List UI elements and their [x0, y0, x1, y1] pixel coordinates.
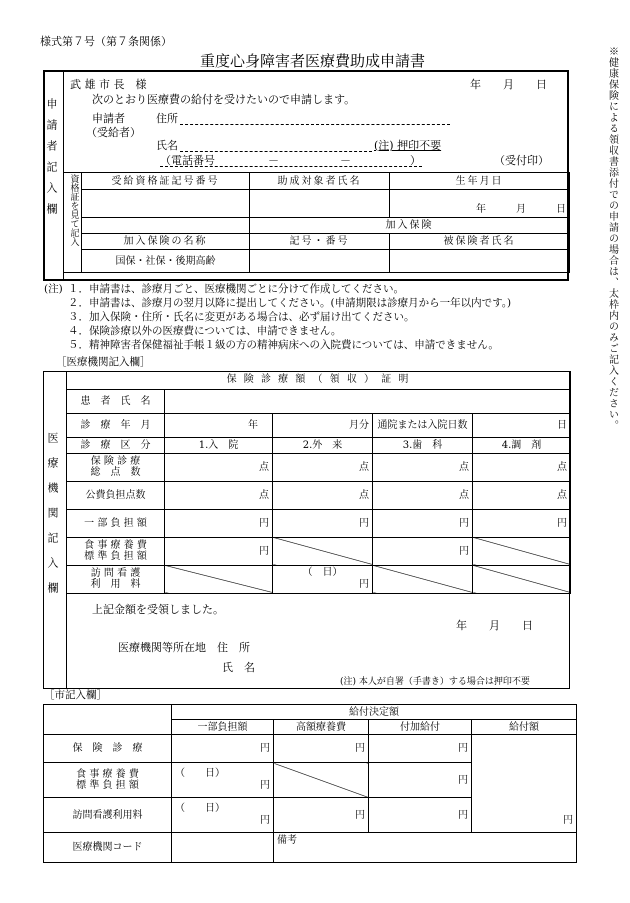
days-cell[interactable]: 日 [473, 413, 571, 437]
applicant-table [63, 172, 570, 273]
points-cell[interactable]: 点 [273, 453, 373, 481]
institution-code-cell[interactable] [172, 833, 274, 863]
phone-dash-2: － [340, 154, 351, 167]
meal-cost-label: 食 事 療 養 費 標 準 負 担 額 [67, 537, 165, 565]
city-cell[interactable]: 円 [369, 798, 472, 833]
ins-number-header: 記号・番号 [250, 234, 390, 250]
applicant-section-label: 申請者記入欄 [45, 98, 58, 224]
copay-label: 一 部 負 担 額 [67, 509, 165, 537]
address-label: 住所 [156, 112, 178, 125]
public-points-cell[interactable]: 点 [273, 481, 373, 509]
crossed-cell [274, 763, 369, 798]
phone-field[interactable] [160, 166, 422, 167]
treatment-month-label: 診 療 年 月 [67, 413, 165, 437]
form-number: 様式第７号（第７条関係） [40, 35, 172, 48]
category-label: 診 療 区 分 [67, 437, 165, 453]
points-cell[interactable]: 点 [373, 453, 473, 481]
med-cert-title: 保 険 診 療 額 （ 領 収 ） 証 明 [67, 371, 571, 389]
row-meal: 食 事 療 養 費 標 準 負 担 額 [44, 763, 172, 798]
received-text: 上記金額を受領しました。 [92, 603, 224, 616]
phone-close: ） [410, 154, 421, 167]
yen-unit: 円 [260, 815, 270, 826]
note-item: ３．加入保険・住所・氏名に変更がある場合は、必ず届け出てください。 [68, 311, 415, 323]
row-institution-code: 医療機関コード [44, 833, 172, 863]
intro-text: 次のとおり医療費の給付を受けたいので申請します。 [92, 93, 356, 106]
points-cell[interactable]: 点 [165, 453, 273, 481]
city-section-bracket: ［市記入欄］ [44, 689, 107, 701]
home-nursing-label: 訪 問 看 護 利 用 料 [67, 565, 165, 593]
points-cell[interactable]: 点 [473, 453, 571, 481]
applicant-label: 申請者 [92, 112, 125, 125]
cert-no-header: 受給資格証記号番号 [82, 173, 250, 190]
crossed-cell [373, 565, 473, 593]
remarks-cell[interactable]: 備考 [274, 833, 577, 863]
subject-name-cell[interactable] [250, 190, 390, 218]
days-paren: （ 日） [175, 803, 225, 814]
ins-name-header: 加入保険の名称 [82, 234, 250, 250]
city-cell[interactable]: 円 [172, 735, 274, 763]
form-title: 重度心身障害者医療費助成申請書 [200, 52, 426, 70]
insurance-header: 加入保険 [250, 218, 570, 234]
application-date[interactable]: 年 月 日 [470, 78, 547, 91]
col-payment: 給付額 [472, 720, 577, 735]
ins-person-cell[interactable] [390, 250, 570, 273]
med-seal-note: (注) 本人が自署（手書き）する場合は押印不要 [340, 677, 530, 687]
ins-type-options[interactable]: 国保・社保・後期高齢 [82, 250, 250, 273]
med-table [66, 371, 571, 594]
med-date[interactable]: 年 月 日 [456, 619, 533, 632]
phone-label: （電話番号 [160, 154, 215, 167]
birth-date-cell[interactable]: 年 月 日 [390, 190, 570, 218]
copay-cell[interactable]: 円 [473, 509, 571, 537]
category-dental: 3.歯 科 [373, 437, 473, 453]
public-points-cell[interactable]: 点 [373, 481, 473, 509]
row-insurance: 保 険 診 療 [44, 735, 172, 763]
note-item: ５．精神障害者保健福祉手帳１級の方の精神病床への入院費については、申請できません。 [68, 339, 499, 351]
birth-header: 生年月日 [390, 173, 570, 190]
institution-name-label: 氏 名 [222, 661, 255, 674]
payment-total-cell[interactable]: 円 [472, 735, 577, 833]
days-label: 通院または入院日数 [373, 413, 473, 437]
city-cell[interactable]: 円 [274, 798, 369, 833]
cert-side-label: 資格証を見て記入 [64, 173, 82, 273]
med-section-bracket: ［医療機関記入欄］ [56, 356, 151, 368]
crossed-cell [165, 565, 273, 593]
col-copay: 一部負担額 [172, 720, 274, 735]
city-cell[interactable]: 円 [369, 735, 472, 763]
patient-name-cell[interactable] [165, 389, 571, 413]
note-item: １．申請書は、診療月ごと、医療機関ごとに分けて作成してください。 [68, 283, 404, 295]
received-seal-label: （受付印） [494, 154, 549, 167]
crossed-cell [473, 537, 571, 565]
address-field[interactable] [180, 124, 450, 125]
city-cell[interactable] [172, 763, 274, 798]
recipient-label: （受給者） [86, 126, 141, 139]
side-note: ※健康保険による領収書添付での申請の場合は、太枠内のみご記入ください。 [606, 46, 618, 431]
ins-number-cell[interactable] [250, 250, 390, 273]
copay-cell[interactable]: 円 [165, 509, 273, 537]
category-outpatient: 2.外 来 [273, 437, 373, 453]
meal-cost-cell[interactable]: 円 [373, 537, 473, 565]
patient-name-label: 患 者 氏 名 [67, 389, 165, 413]
city-table [43, 704, 577, 863]
copay-cell[interactable]: 円 [273, 509, 373, 537]
city-cell[interactable]: 円 [369, 763, 472, 798]
category-dispensing: 4.調 剤 [473, 437, 571, 453]
col-additional: 付加給付 [369, 720, 472, 735]
yen-unit: 円 [359, 579, 369, 590]
days-paren: （ 日） [175, 768, 225, 779]
addressee: 武 雄 市 長 様 [70, 78, 147, 91]
total-points-label: 保 険 診 療 総 点 数 [67, 453, 165, 481]
public-points-cell[interactable]: 点 [165, 481, 273, 509]
note-item: ４．保険診療以外の医療費については、申請できません。 [68, 325, 342, 337]
phone-dash-1: － [268, 154, 279, 167]
row-home-nursing: 訪問看護利用料 [44, 798, 172, 833]
crossed-cell [273, 537, 373, 565]
med-section-label: 医療機関記入欄 [46, 432, 59, 607]
category-inpatient: 1.入 院 [165, 437, 273, 453]
col-high-cost: 高額療養費 [274, 720, 369, 735]
treatment-month-cell[interactable]: 月分 [273, 413, 373, 437]
public-points-cell[interactable]: 点 [473, 481, 571, 509]
copay-cell[interactable]: 円 [373, 509, 473, 537]
note-item: ２．申請書は、診療月の翌月以降に提出してください。(申請期限は診療月から一年以内です。) [68, 297, 512, 309]
ins-person-header: 被保険者氏名 [390, 234, 570, 250]
public-points-label: 公費負担点数 [67, 481, 165, 509]
cert-no-cell[interactable] [82, 190, 250, 218]
notes-label: (注) [44, 283, 63, 295]
subject-name-header: 助成対象者氏名 [250, 173, 390, 190]
seal-note: (注) 押印不要 [374, 139, 442, 152]
name-field[interactable] [180, 151, 372, 152]
institution-address-label: 医療機関等所在地 住 所 [118, 641, 250, 654]
decision-header: 給付決定額 [172, 705, 577, 720]
crossed-cell [473, 565, 571, 593]
home-nursing-cell[interactable] [273, 565, 373, 593]
meal-cost-cell[interactable]: 円 [165, 537, 273, 565]
city-cell[interactable] [172, 798, 274, 833]
yen-unit: 円 [260, 780, 270, 791]
name-label: 氏名 [156, 139, 178, 152]
city-cell[interactable]: 円 [274, 735, 369, 763]
treatment-year-cell[interactable]: 年 [165, 413, 273, 437]
days-paren: （ 日） [302, 567, 343, 578]
